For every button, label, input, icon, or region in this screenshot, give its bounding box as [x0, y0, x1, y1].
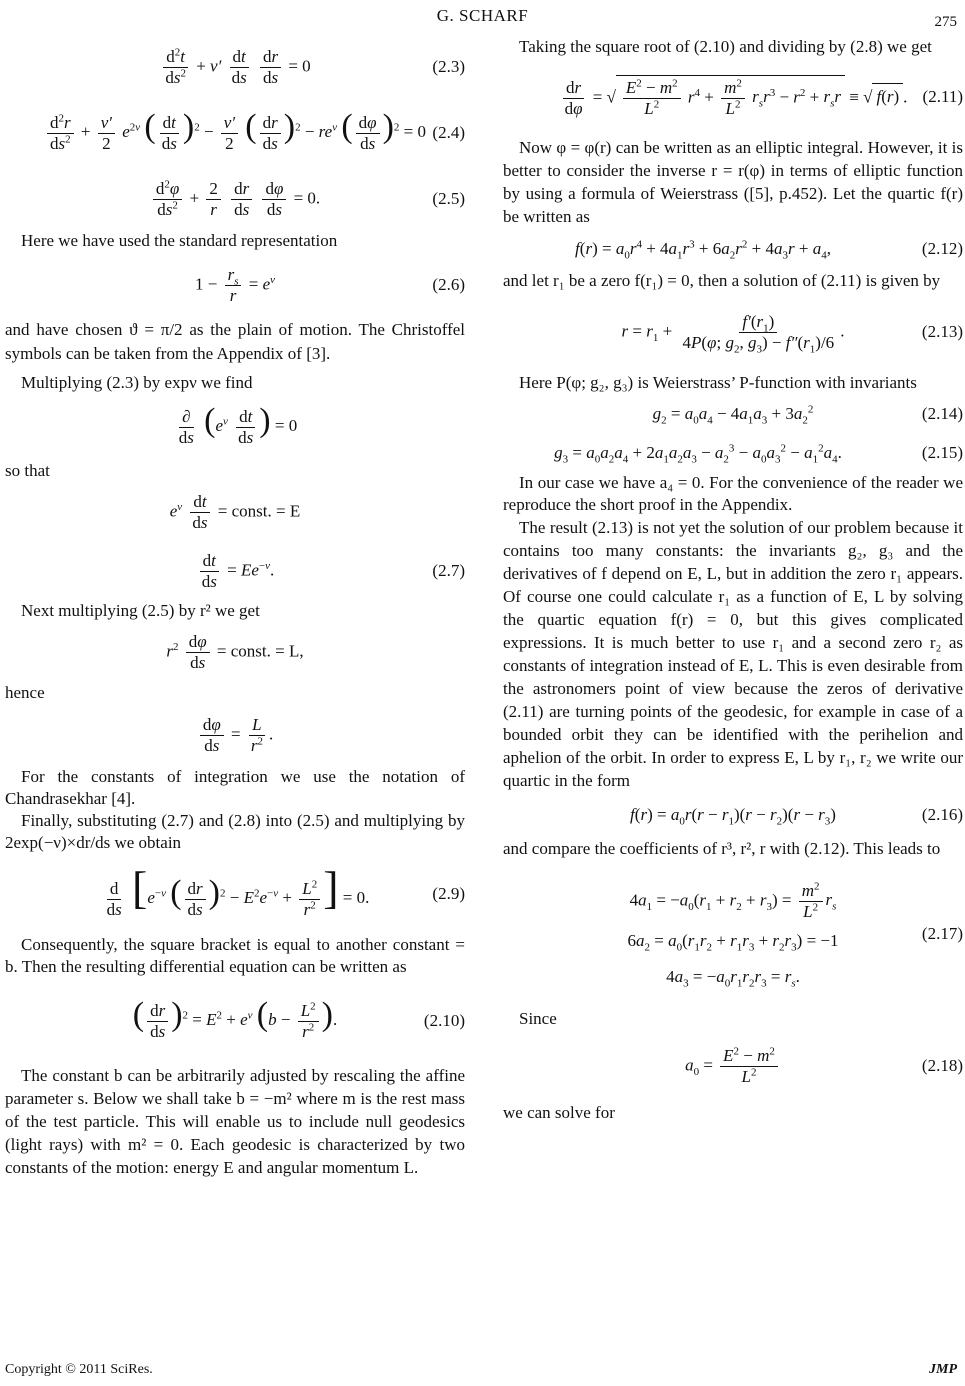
equation-number: (2.16) [921, 805, 963, 824]
paragraph: and have chosen ϑ = π/2 as the plain of motion. The Christoffel symbols can be taken from the Appendix of [3]. [5, 320, 465, 363]
equation-number: (2.15) [921, 443, 963, 462]
equation-number: (2.3) [432, 57, 465, 76]
paragraph: and compare the coefficients of r³, r², r with (2.12). This leads to [503, 839, 941, 858]
equation-2-4: $\frac{d^2r}{ds^2}$ + $\frac{\nu'}{2}$ $e^{2\nu}$ ( $\frac{dt}{ds}$ )$^2$ − $\frac{\nu'}{2}$ ( $\frac{dr}{ds}$ )$^2 - re^\nu$ ( $\frac{d\varphi}{ds}$ )$^2$ = 0 (2.4) [5, 98, 465, 168]
paragraph: The result (2.13) is not yet the solution of our problem because it contains too many constants: the invariants g₂, g₃ and the derivatives of f depend on E, L, but in addition the zero r₁ appears. Of course one could calculate r₁ as a function of E, L by solving the quartic equation f(r) = 0, but this gives complicated expressions. It is much better to use r₁ and a second zero r₂ as constants of integration instead of E, L. This is even desirable from the astronomers point of view because the zeros of derivative (2.11) are turning points of the geodesic, for example in case of a bounded orbit they can be identified with the perihelion and aphelion of the orbit. In order to express E, L by r₁, r₂ we write our quartic in the form [503, 518, 963, 790]
equation-unnumbered: $\frac{\partial}{ds}$ ($e^\nu$ $\frac{dt}{ds}$ ) = 0 [178, 402, 298, 447]
paragraph: Since [519, 1009, 557, 1028]
equation-unnumbered: $\frac{d\varphi}{ds}$ = $\frac{L}{r^2}$ . [5, 704, 465, 766]
equation-2-8: $r^2$ $\frac{d\varphi}{ds}$ = const. = L, [166, 631, 304, 672]
paragraph: Finally, substituting (2.7) and (2.8) into (2.5) and multiplying by 2exp(−ν)×dr/ds we obtain [5, 811, 465, 852]
equation-2-14: $g_2 = a_0a_4 - 4a_1a_3 + 3a_2^2$ (2.14) [652, 403, 963, 427]
paragraph: Here P(φ; g₂, g₃) is Weierstrass’ P-function with invariants [519, 373, 917, 392]
const-l-text: = const. = L, [216, 640, 304, 660]
paragraph: Here we have used the standard representation [21, 231, 338, 250]
equation-number: (2.9) [432, 884, 465, 903]
equation-2-6: 1 − $\frac{r_s}{r}$ = $e^\nu$ (2.6) [194, 264, 465, 305]
paragraph: In our case we have a₄ = 0. For the convenience of the reader we reproduce the short proof in the Appendix. [503, 473, 963, 514]
paragraph: hence [5, 683, 45, 702]
paragraph: Now φ = φ(r) can be written as an elliptic integral. However, it is better to consider the inverse r = r(φ) in terms of elliptic function by using a formula of Weierstrass ([5], p.452). Let the quartic f(r) be written as [503, 138, 963, 226]
right-column [503, 36, 963, 1124]
page-header [0, 6, 965, 36]
equation-number: (2.4) [432, 123, 465, 142]
equation-number: (2.18) [921, 1056, 963, 1075]
equation-2-5: $\frac{d^2\varphi}{ds^2}$ + $\frac{2}{r}$ $\frac{dr}{ds}$ $\frac{d\varphi}{ds}$ = 0. (2.5) [5, 168, 465, 230]
equation-2-13: $r = r_1$ + $\frac{f'(r_1)}{4P(\varphi; g_2, g_3) - f''(r_1)/6}$ . (2.13) [621, 311, 963, 355]
equation-2-11: $\frac{dr}{d\varphi}$ = √ $\frac{E^2 - m^2}{L^2}$ $r^4$ + $\frac{m^2}{L^2}$ $r_sr^3 - r^2 + r_sr$ ≡ √ f(r) . (2.11) [503, 58, 963, 136]
equation-2-7: $\frac{dt}{ds}$ = $Ee^{-\nu}$. (2.7) [5, 542, 465, 600]
equation-2-12: $f(r) = a_0r^4 + 4a_1r^3 + 6a_2r^2 + 4a_3r + a_4$, (2.12) [575, 238, 963, 262]
equation-number: (2.5) [432, 189, 465, 208]
equation-2-18: $a_0$ = $\frac{E^2 - m^2}{L^2}$ (2.18) [685, 1044, 963, 1086]
equation-number: (2.17) [921, 924, 963, 943]
equation-2-16: $f(r) = a_0r(r - r_1)(r - r_2)(r - r_3)$ (2.16) [630, 805, 963, 828]
equation-number: (2.10) [423, 1011, 465, 1030]
equation-number: (2.11) [922, 87, 963, 106]
running-author: G. SCHARF [436, 6, 529, 25]
paragraph: we can solve for [503, 1103, 615, 1122]
equation-number: (2.12) [921, 239, 963, 258]
equation-2-15: $g_3 = a_0a_2a_4 + 2a_1a_2a_3 - a_2^3 - a_0a_3^2 - a_1^2a_4$. (2.15) [554, 442, 963, 466]
paragraph: and let r₁ be a zero f(r₁) = 0, then a solution of (2.11) is given by [503, 271, 941, 290]
equation-2-3: $\frac{d^2t}{ds^2}$ + ν′ $\frac{dt}{ds}$ $\frac{dr}{ds}$ = 0 (2.3) [5, 36, 465, 98]
equation-unnumbered: $e^\nu$ $\frac{dt}{ds}$ = const. = E [169, 491, 301, 532]
equation-2-17: $4a_1 = -a_0(r_1 + r_2 + r_3)$ = $\frac{m^2}{L^2}$ $r_s$ $6a_2 = a_0(r_1r_2 + r_1r_3 + r_2r_3) = -1$ $4a_3 = -a_0r_1r_2r_3 = r_s$. (2.17) [627, 879, 963, 989]
paragraph: Taking the square root of (2.10) and dividing by (2.8) we get [519, 37, 932, 56]
equation-2-10: ( $\frac{dr}{ds}$ )$^2 = E^2 + e^\nu$ (b − $\frac{L^2}{r^2}$ ). (2.10) [132, 996, 465, 1041]
paragraph: For the constants of integration we use the notation of Chandrasekhar [4]. [5, 767, 465, 808]
paragraph: so that [5, 461, 50, 480]
equation-number: (2.14) [921, 404, 963, 423]
equation-2-9: $\frac{d}{ds}$ [$e^{-\nu}$ ( $\frac{dr}{ds}$ )$^2 - E^2e^{-\nu}$ + $\frac{L^2}{r^2}$ ] = 0. (2.9) [106, 862, 465, 919]
equation-number: (2.6) [432, 275, 465, 294]
paragraph: Next multiplying (2.5) by r² we get [21, 601, 260, 620]
equation-number: (2.13) [921, 322, 963, 341]
paragraph: Multiplying (2.3) by expν we find [21, 373, 253, 392]
const-e-text: = const. = E [217, 500, 301, 520]
paragraph: Consequently, the square bracket is equal to another constant = b. Then the resulting differential equation can be written as [5, 935, 465, 976]
paragraph: The constant b can be arbitrarily adjusted by rescaling the affine parameter s. Below we shall take b = −m² where m is the rest mass of the test particle. This will enable us to include null geodesics (light rays) with m² = 0. Each geodesic is characterized by two constants of the motion: energy E and angular momentum L. [5, 1066, 465, 1177]
left-column [5, 36, 465, 1179]
page-number: 275 [934, 14, 957, 30]
copyright: Copyright © 2011 SciRes. [5, 1362, 153, 1377]
journal-name: JMP [929, 1362, 957, 1377]
equation-number: (2.7) [432, 561, 465, 580]
